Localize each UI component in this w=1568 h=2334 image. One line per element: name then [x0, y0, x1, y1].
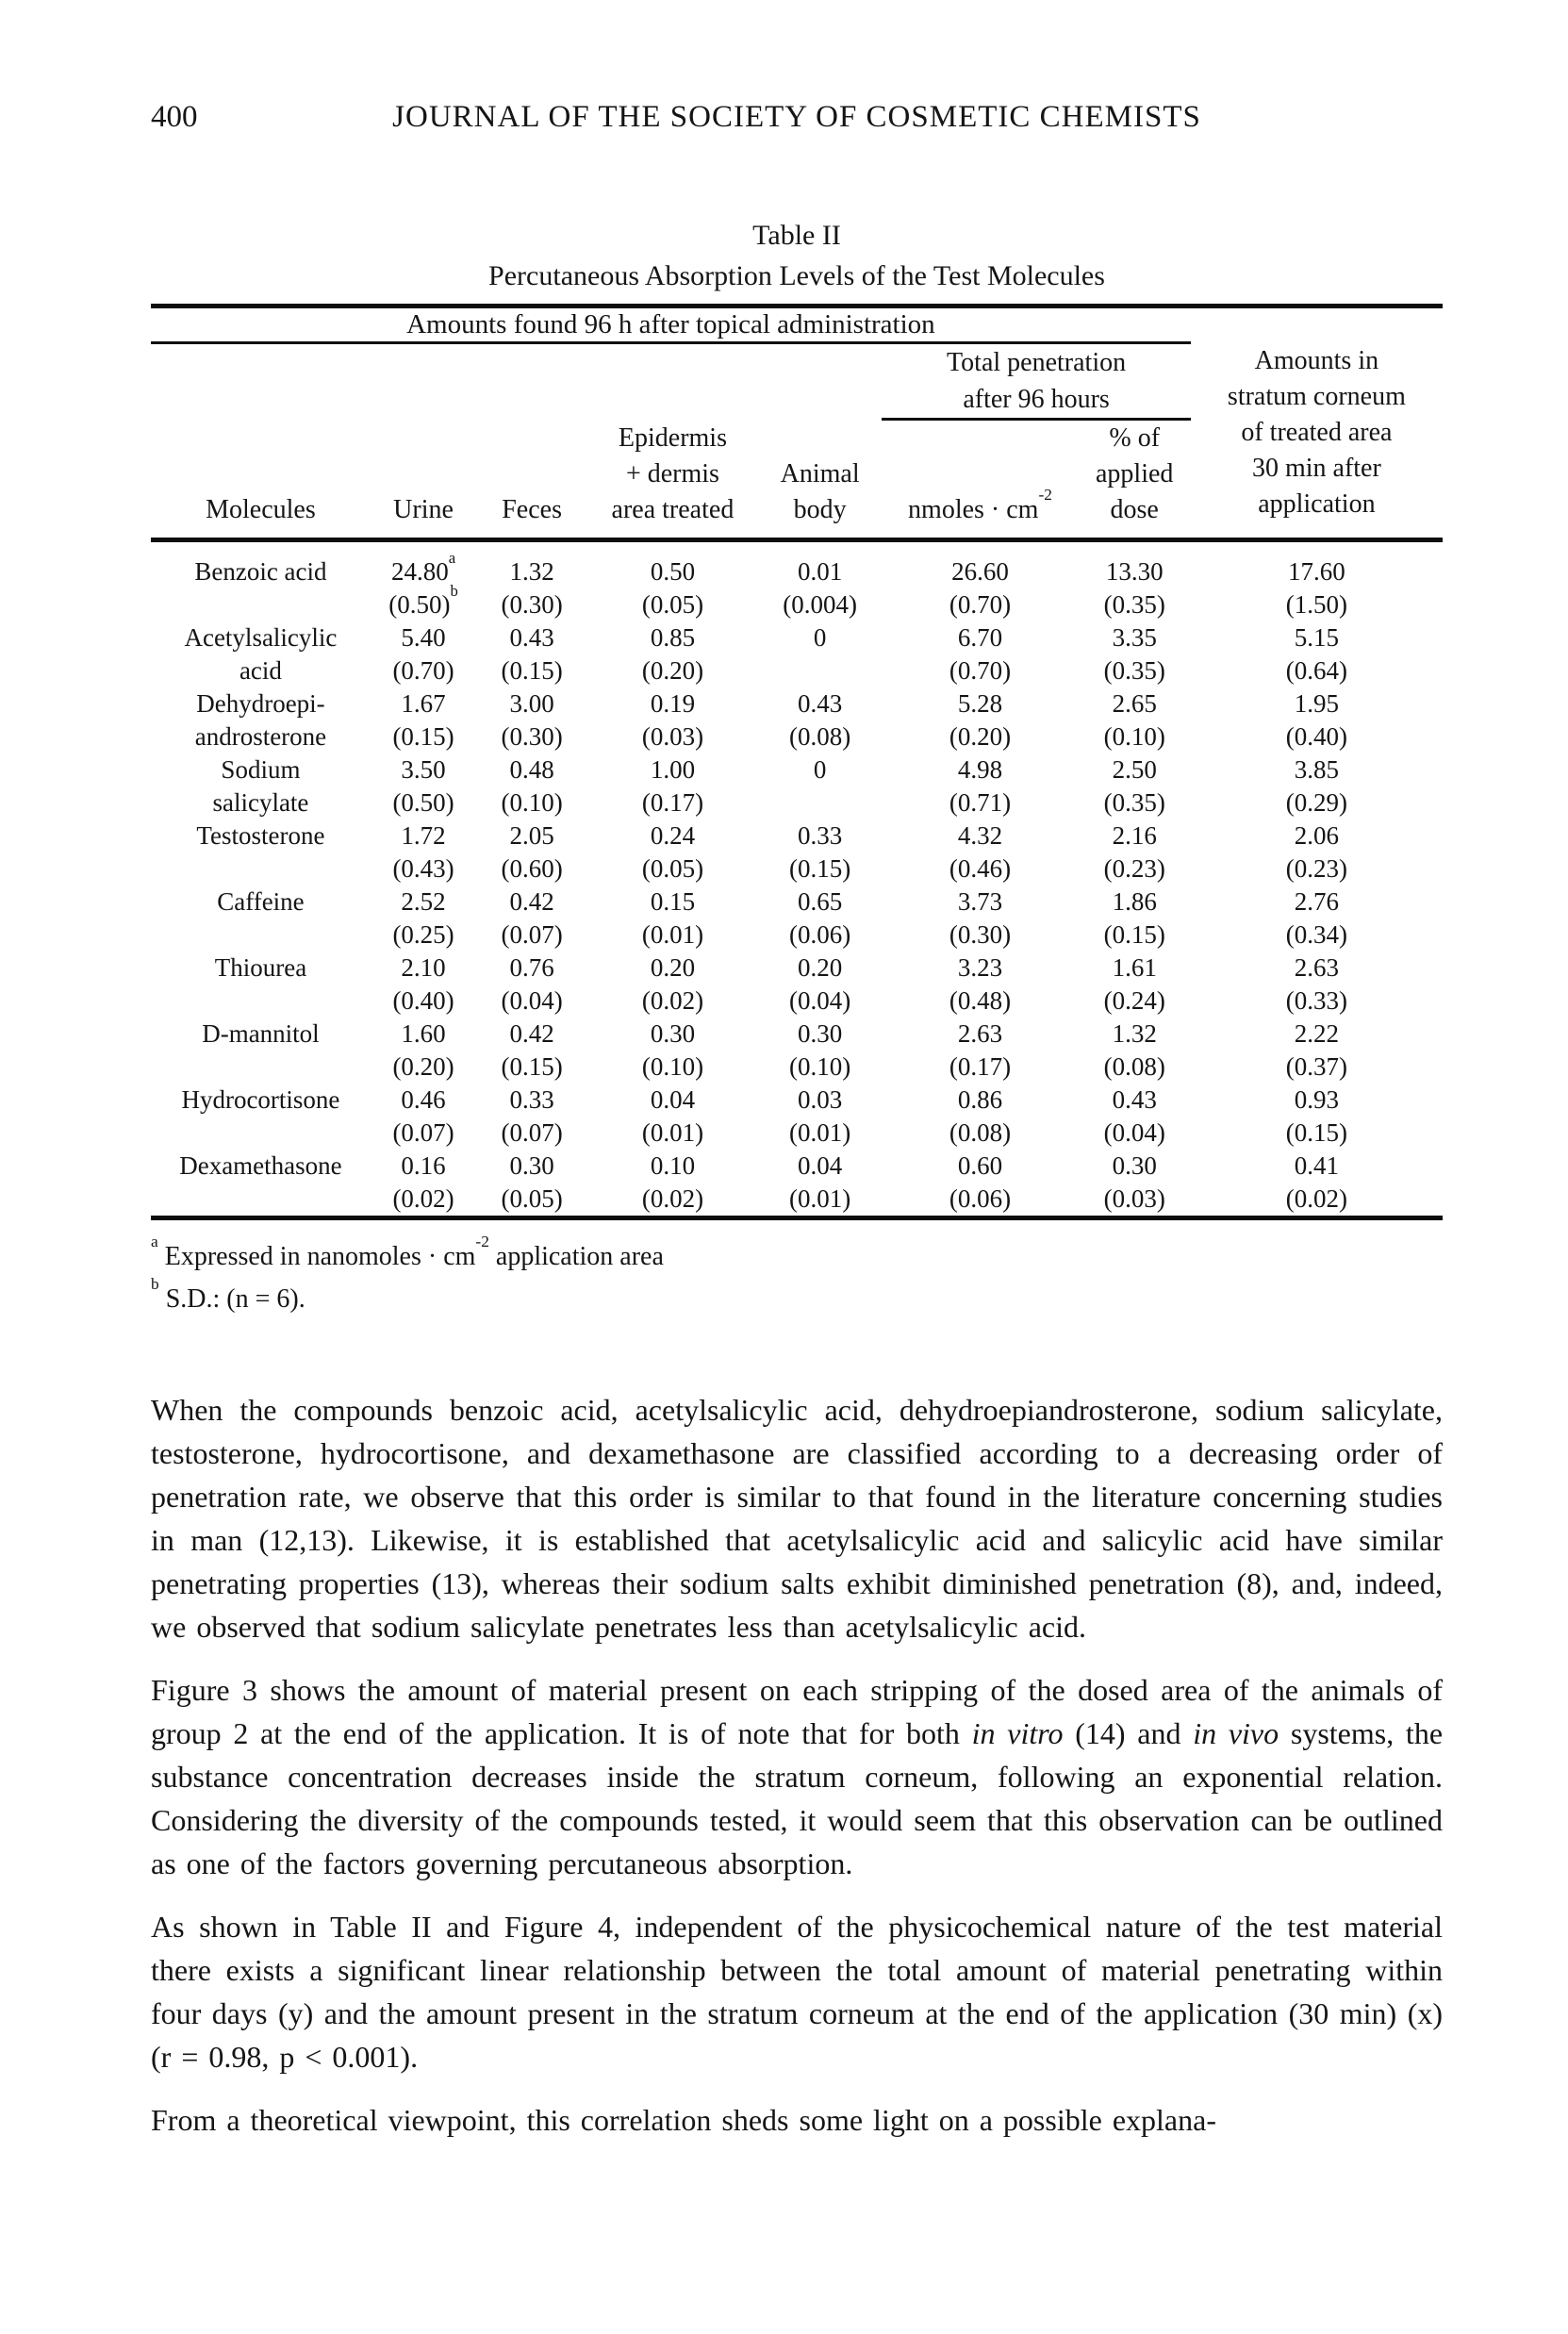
- table-row-values: [151, 753, 1443, 786]
- italic-text: in vitro: [971, 1716, 1064, 1750]
- value-cell: 0.04: [650, 1085, 696, 1114]
- sd-cell: (0.04): [789, 986, 851, 1015]
- header-stratum-corneum: [1191, 343, 1443, 540]
- value-cell: 1.60: [401, 1019, 446, 1048]
- table-footnotes: [151, 1235, 1443, 1320]
- header-animal-line1: Animal: [780, 459, 860, 488]
- molecule-name-continued: [151, 852, 371, 886]
- sd-cell: (0.60): [501, 854, 563, 883]
- value-cell: 2.06: [1294, 821, 1340, 850]
- value-cell: 0.41: [1294, 1151, 1340, 1180]
- table-row-values: [151, 1150, 1443, 1183]
- molecule-name-continued: [151, 919, 371, 952]
- spanner-total-penetration-line1: Total penetration: [947, 348, 1127, 377]
- header-animal-line2: body: [793, 495, 847, 524]
- sd-cell: (0.01): [641, 920, 704, 949]
- running-head: [151, 100, 1443, 143]
- spanner-pen-blank: [151, 343, 882, 420]
- sd-cell: (0.46): [949, 854, 1012, 883]
- table-row-sd: [151, 919, 1443, 952]
- value-cell: 3.35: [1112, 623, 1157, 652]
- value-cell: 0.86: [957, 1085, 1003, 1114]
- value-cell: 0.20: [797, 953, 843, 982]
- header-molecules: Molecules: [151, 420, 371, 540]
- sd-cell: (0.10): [501, 788, 563, 817]
- table-row-sd: [151, 1117, 1443, 1150]
- value-cell: 1.00: [650, 755, 696, 784]
- body-text: [151, 1388, 1443, 2142]
- italic-text: in vivo: [1193, 1716, 1279, 1750]
- value-cell: 0.43: [1112, 1085, 1157, 1114]
- value-cell: 3.23: [957, 953, 1003, 982]
- sd-cell: (0.29): [1285, 788, 1348, 817]
- sd-cell: (0.17): [949, 1052, 1012, 1081]
- sd-cell: (0.33): [1285, 986, 1348, 1015]
- value-cell: 0: [813, 755, 827, 784]
- molecule-name-continued: [151, 1183, 371, 1218]
- sd-cell: (0.23): [1285, 854, 1348, 883]
- sd-cell: (0.35): [1103, 788, 1165, 817]
- header-feces: Feces: [476, 420, 587, 540]
- header-stratum-line1: Amounts in: [1254, 345, 1379, 375]
- molecule-name-continued: [151, 1117, 371, 1150]
- value-cell: 0.01: [797, 557, 843, 586]
- sd-cell: (0.15): [1103, 920, 1165, 949]
- spanner-top-blank: [1191, 306, 1443, 343]
- sd-cell: (0.03): [641, 722, 704, 751]
- table-row-values: [151, 886, 1443, 919]
- value-cell: 4.32: [957, 821, 1003, 850]
- sd-cell: (0.30): [949, 920, 1012, 949]
- sd-cell: (0.10): [1103, 722, 1165, 751]
- value-cell: 2.63: [1294, 953, 1340, 982]
- sd-cell: (0.01): [789, 1118, 851, 1147]
- sd-cell: (0.07): [501, 1118, 563, 1147]
- table-caption-number: Table II: [752, 220, 841, 251]
- sd-cell: (0.02): [392, 1184, 454, 1213]
- table-row-values: [151, 1018, 1443, 1051]
- sd-cell: (0.07): [392, 1118, 454, 1147]
- text-run: As shown in Table II and Figure 4, independent of the physicochemical nature of the test material there exists a significant linear relationship between the total amount of material penetrating within four days (y) and the amount present in the stratum corneum at the end of the application (30 min) (x) (r = 0.98, p < 0.001).: [151, 1910, 1443, 2074]
- sd-cell: (0.23): [1103, 854, 1165, 883]
- sd-cell: (0.70): [949, 656, 1012, 685]
- sd-cell: (0.05): [641, 590, 704, 619]
- value-cell: 2.63: [957, 1019, 1003, 1048]
- value-cell: 0.42: [509, 887, 554, 916]
- value-cell: 2.22: [1294, 1019, 1340, 1048]
- table-row-sd: [151, 786, 1443, 819]
- value-cell: 2.10: [401, 953, 446, 982]
- sd-cell: [758, 654, 883, 687]
- header-pct-applied-dose: [1079, 420, 1191, 540]
- sd-cell: (0.25): [392, 920, 454, 949]
- sd-cell: (0.10): [789, 1052, 851, 1081]
- value-cell: 0.65: [797, 887, 843, 916]
- molecule-name-continued: androsterone: [194, 722, 327, 751]
- value-cell: 1.72: [401, 821, 446, 850]
- table-body: [151, 540, 1443, 1218]
- table-row-sd: [151, 1183, 1443, 1218]
- value-cell: 0.30: [797, 1019, 843, 1048]
- table-row-values: [151, 819, 1443, 852]
- value-cell: 3.73: [957, 887, 1003, 916]
- sd-cell: (0.08): [949, 1118, 1012, 1147]
- header-stratum-line3: of treated area: [1241, 417, 1393, 447]
- value-cell: 0.04: [797, 1151, 843, 1180]
- value-cell: 24.80$^a$: [390, 548, 456, 586]
- molecule-name-continued: [151, 1051, 371, 1084]
- sd-cell: (0.71): [949, 788, 1012, 817]
- table-row-sd: [151, 654, 1443, 687]
- sd-cell: (0.02): [641, 1184, 704, 1213]
- value-cell: 5.28: [957, 689, 1003, 718]
- text-run: (14) and: [1063, 1716, 1194, 1750]
- sd-cell: (0.15): [501, 1052, 563, 1081]
- header-pct-line3: dose: [1110, 495, 1159, 524]
- value-cell: 1.32: [1112, 1019, 1157, 1048]
- sd-cell: (0.50): [392, 788, 454, 817]
- table-row-values: [151, 952, 1443, 985]
- molecule-name: Hydrocortisone: [181, 1085, 340, 1114]
- sd-cell: (0.30): [501, 722, 563, 751]
- sd-cell: (0.05): [501, 1184, 563, 1213]
- page-number: 400: [151, 100, 198, 134]
- value-cell: 0.20: [650, 953, 696, 982]
- value-cell: 1.86: [1112, 887, 1157, 916]
- header-stratum-line4: 30 min after: [1251, 453, 1381, 483]
- value-cell: 6.70: [957, 623, 1003, 652]
- value-cell: 0.43: [509, 623, 554, 652]
- value-cell: 0.30: [1112, 1151, 1157, 1180]
- sd-cell: (0.06): [789, 920, 851, 949]
- value-cell: 3.50: [401, 755, 446, 784]
- molecule-name-continued: salicylate: [212, 788, 309, 817]
- sd-cell: (0.20): [949, 722, 1012, 751]
- sd-cell: (0.34): [1285, 920, 1348, 949]
- value-cell: 2.16: [1112, 821, 1157, 850]
- value-cell: 1.67: [401, 689, 446, 718]
- value-cell: 2.52: [401, 887, 446, 916]
- sd-cell: (0.004): [783, 590, 857, 619]
- sd-cell: (0.15): [1285, 1118, 1348, 1147]
- value-cell: 17.60: [1288, 557, 1345, 586]
- sd-cell: (0.08): [789, 722, 851, 751]
- sd-cell: (0.06): [949, 1184, 1012, 1213]
- sd-cell: (0.15): [501, 656, 563, 685]
- value-cell: 2.05: [509, 821, 554, 850]
- table-row-values: [151, 540, 1443, 589]
- value-cell: 0.16: [401, 1151, 446, 1180]
- molecule-name: Caffeine: [217, 887, 305, 916]
- sd-cell: (0.04): [1103, 1118, 1165, 1147]
- sd-cell: (0.01): [789, 1184, 851, 1213]
- sd-cell: (0.37): [1285, 1052, 1348, 1081]
- sd-cell: (0.03): [1103, 1184, 1165, 1213]
- value-cell: 0.43: [797, 689, 843, 718]
- paragraph: [151, 1905, 1443, 2078]
- value-cell: 0.33: [797, 821, 843, 850]
- sd-cell: (0.15): [789, 854, 851, 883]
- footnote-b: $^b$ S.D.: (n = 6).: [151, 1275, 305, 1314]
- value-cell: 1.61: [1112, 953, 1157, 982]
- header-nmoles: nmoles · $cm^{-2}$: [882, 420, 1078, 540]
- molecule-name: Dexamethasone: [179, 1151, 342, 1180]
- paragraph: [151, 1668, 1443, 1885]
- paragraph: [151, 1388, 1443, 1648]
- sd-cell: (0.35): [1103, 590, 1165, 619]
- text-run: Figure 3 shows the amount of material present on each stripping of the dosed area of the animals of group 2 at the end of the application. It is of note that for both: [151, 1673, 1443, 1750]
- table-caption-title: Percutaneous Absorption Levels of the Test Molecules: [488, 260, 1105, 291]
- value-cell: 5.40: [401, 623, 446, 652]
- value-cell: 0.30: [650, 1019, 696, 1048]
- value-cell: 26.60: [951, 557, 1009, 586]
- spanner-row-penetration: [151, 343, 1443, 420]
- sd-cell: (0.43): [392, 854, 454, 883]
- sd-cell: (0.08): [1103, 1052, 1165, 1081]
- table-caption: [151, 215, 1443, 296]
- sd-cell: (0.35): [1103, 656, 1165, 685]
- sd-cell: [758, 786, 883, 819]
- spanner-total-penetration-line2: after 96 hours: [963, 385, 1110, 414]
- value-cell: 2.65: [1112, 689, 1157, 718]
- table-row-values: [151, 687, 1443, 720]
- sd-cell: (0.15): [392, 722, 454, 751]
- sd-cell: (0.30): [501, 590, 563, 619]
- sd-cell: (0.02): [641, 986, 704, 1015]
- molecule-name: Testosterone: [196, 821, 325, 850]
- value-cell: 0.03: [797, 1085, 843, 1114]
- sd-cell: (0.70): [949, 590, 1012, 619]
- molecule-name-continued: acid: [239, 656, 282, 685]
- value-cell: 0.76: [509, 953, 554, 982]
- value-cell: 0.42: [509, 1019, 554, 1048]
- value-cell: 3.85: [1294, 755, 1340, 784]
- molecule-name-continued: [151, 588, 371, 621]
- header-stratum-line2: stratum corneum: [1227, 381, 1406, 411]
- footnote-a: $^a$ Expressed in nanomoles · $cm^{-2}$ application area: [151, 1233, 664, 1271]
- value-cell: 3.00: [509, 689, 554, 718]
- header-animal-body: [758, 420, 883, 540]
- table-row-sd: [151, 588, 1443, 621]
- molecule-name: D-mannitol: [202, 1019, 320, 1048]
- value-cell: 0.15: [650, 887, 696, 916]
- value-cell: 4.98: [957, 755, 1003, 784]
- value-cell: 0.85: [650, 623, 696, 652]
- table-row-values: [151, 1084, 1443, 1117]
- sd-cell: (0.05): [641, 854, 704, 883]
- molecule-name: Thiourea: [214, 953, 307, 982]
- value-cell: 0.60: [957, 1151, 1003, 1180]
- header-urine: Urine: [371, 420, 476, 540]
- header-stratum-line5: application: [1258, 488, 1376, 519]
- value-cell: 0.30: [509, 1151, 554, 1180]
- sd-cell: (0.17): [641, 788, 704, 817]
- molecule-name: Acetylsalicylic: [184, 623, 338, 652]
- value-cell: 0.10: [650, 1151, 696, 1180]
- sd-cell: (0.01): [641, 1118, 704, 1147]
- journal-title: JOURNAL OF THE SOCIETY OF COSMETIC CHEMISTS: [392, 100, 1201, 134]
- value-cell: 13.30: [1105, 557, 1164, 586]
- molecule-name-continued: [151, 985, 371, 1018]
- table-row-sd: [151, 852, 1443, 886]
- sd-cell: (0.40): [1285, 722, 1348, 751]
- sd-cell: (0.70): [392, 656, 454, 685]
- page-content: [151, 100, 1443, 2142]
- sd-cell: $(0.50)^b$: [388, 581, 458, 619]
- spanner-total-penetration: [882, 343, 1190, 420]
- sd-cell: (0.10): [641, 1052, 704, 1081]
- text-run: When the compounds benzoic acid, acetylsalicylic acid, dehydroepiandrosterone, sodium salicylate, testosterone, hydrocortisone, and dexamethasone are classified according to a decreasing order of penetration rate, we observe that this order is similar to that found in the literature concerning studies in man (12,13). Likewise, it is established that acetylsalicylic acid and salicylic acid have similar penetrating properties (13), whereas their sodium salts exhibit diminished penetration (8), and, indeed, we observed that sodium salicylate penetrates less than acetylsalicylic acid.: [151, 1393, 1443, 1644]
- header-epidermis-line1: Epidermis: [618, 423, 727, 453]
- sd-cell: (0.07): [501, 920, 563, 949]
- table-row-values: [151, 621, 1443, 654]
- value-cell: 0.24: [650, 821, 696, 850]
- table-row-sd: [151, 985, 1443, 1018]
- molecule-name: Benzoic acid: [194, 557, 327, 586]
- header-pct-line1: % of: [1109, 423, 1161, 453]
- table-row-sd: [151, 720, 1443, 753]
- table-row-sd: [151, 1051, 1443, 1084]
- value-cell: 1.32: [509, 557, 554, 586]
- value-cell: 0.48: [509, 755, 554, 784]
- sd-cell: (0.48): [949, 986, 1012, 1015]
- value-cell: 0.19: [650, 689, 696, 718]
- sd-cell: (1.50): [1285, 590, 1348, 619]
- text-run: systems, the substance concentration decreases inside the stratum corneum, following an exponential relation. Considering the diversity of the compounds tested, it would seem that this observation can be outlined as one of the factors governing percutaneous absorption.: [151, 1716, 1444, 1880]
- value-cell: 2.50: [1112, 755, 1157, 784]
- value-cell: 0.33: [509, 1085, 554, 1114]
- absorption-table: [151, 304, 1443, 1220]
- value-cell: 0.93: [1294, 1085, 1340, 1114]
- sd-cell: (0.20): [641, 656, 704, 685]
- spanner-row-top: [151, 306, 1443, 343]
- sd-cell: (0.24): [1103, 986, 1165, 1015]
- value-cell: 0.46: [401, 1085, 446, 1114]
- value-cell: 5.15: [1294, 623, 1340, 652]
- paragraph: [151, 2098, 1443, 2142]
- header-epidermis-line2: + dermis: [625, 459, 719, 488]
- sd-cell: (0.20): [392, 1052, 454, 1081]
- header-epidermis-dermis: [587, 420, 758, 540]
- spanner-amounts-found: Amounts found 96 h after topical administration: [151, 306, 1191, 343]
- value-cell: 1.95: [1294, 689, 1340, 718]
- sd-cell: (0.02): [1285, 1184, 1348, 1213]
- sd-cell: (0.40): [392, 986, 454, 1015]
- text-run: From a theoretical viewpoint, this correlation sheds some light on a possible explana-: [151, 2103, 1216, 2137]
- sd-cell: (0.04): [501, 986, 563, 1015]
- header-pct-line2: applied: [1095, 459, 1174, 488]
- molecule-name: Sodium: [221, 755, 301, 784]
- sd-cell: (0.64): [1285, 656, 1348, 685]
- value-cell: 0: [813, 623, 827, 652]
- value-cell: 2.76: [1294, 887, 1340, 916]
- value-cell: 0.50: [650, 557, 696, 586]
- header-epidermis-line3: area treated: [611, 495, 734, 524]
- molecule-name: Dehydroepi-: [196, 689, 325, 718]
